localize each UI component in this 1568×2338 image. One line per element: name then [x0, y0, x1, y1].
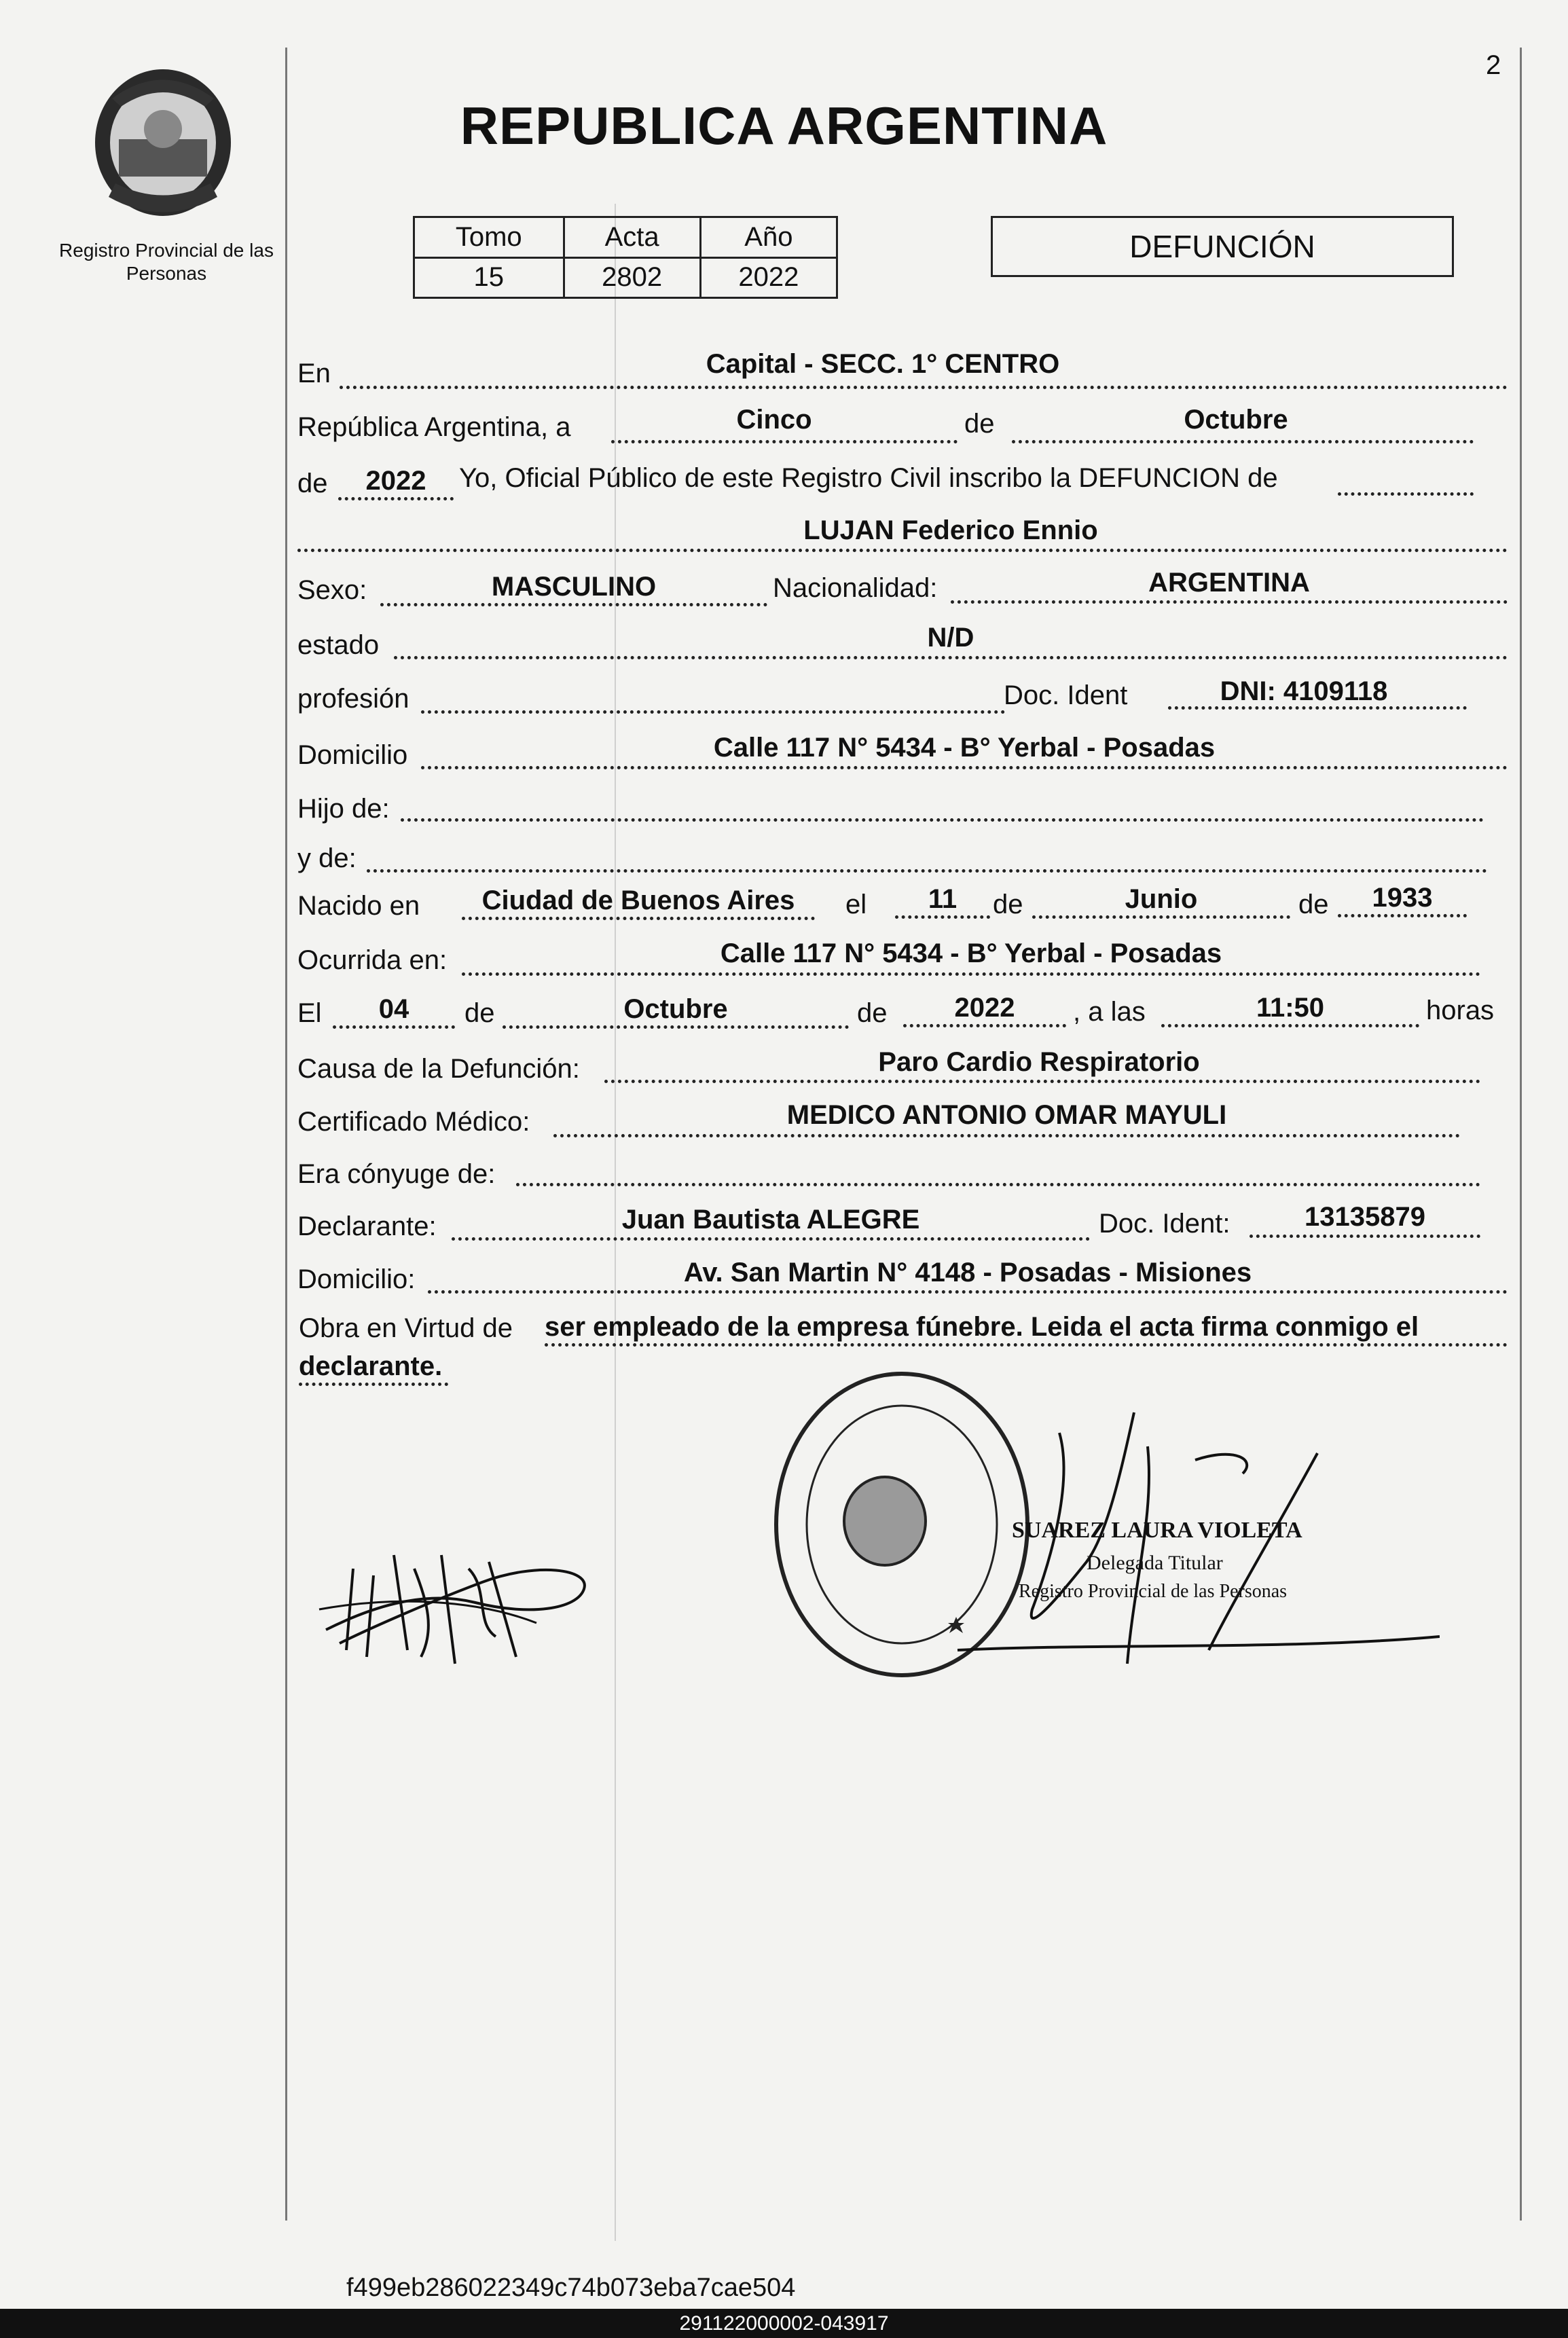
- causa-value: Paro Cardio Respiratorio: [878, 1047, 1200, 1077]
- fallec-mes-dots: [503, 1025, 849, 1029]
- conyuge-dots: [516, 1183, 1480, 1186]
- domicilio2-value: Av. San Martin N° 4148 - Posadas - Misiones: [683, 1258, 1252, 1287]
- obra-dots-1: [545, 1343, 1508, 1347]
- declarante-value: Juan Bautista ALEGRE: [621, 1205, 920, 1235]
- value-anio: 2022: [700, 257, 837, 298]
- profesion-label: profesión: [297, 684, 409, 714]
- right-margin-line: [1520, 48, 1522, 2221]
- el-label: el: [845, 890, 867, 919]
- fallec-hora: 11:50: [1256, 993, 1325, 1023]
- document-type-box: [991, 216, 1454, 277]
- conyuge-label: Era cónyuge de:: [297, 1159, 496, 1189]
- yde-dots: [367, 869, 1487, 873]
- fallec-anio: 2022: [954, 993, 1015, 1023]
- page-title: REPUBLICA ARGENTINA: [460, 96, 1108, 156]
- hijo-label: Hijo de:: [297, 794, 390, 824]
- declarante-dots: [452, 1237, 1090, 1241]
- registry-table: [413, 216, 838, 299]
- domicilio2-dots: [428, 1290, 1508, 1294]
- de-label-1: de: [964, 409, 995, 439]
- doc-ident-label: Doc. Ident: [1004, 680, 1128, 710]
- yde-label: y de:: [297, 843, 357, 873]
- oficial-dots: [1338, 492, 1474, 496]
- nacido-anio-dots: [1338, 914, 1467, 917]
- doc-ident-value: DNI: 4109118: [1220, 676, 1388, 706]
- dia-dots: [611, 440, 958, 443]
- logo-caption: Registro Provincial de las Personas: [59, 240, 274, 284]
- causa-label: Causa de la Defunción:: [297, 1054, 580, 1084]
- doc2-value: 13135879: [1305, 1202, 1425, 1232]
- de-label-2: de: [297, 469, 328, 498]
- obra-value-2: declarante.: [299, 1351, 443, 1381]
- en-value: Capital - SECC. 1° CENTRO: [706, 349, 1060, 379]
- doc2-dots: [1250, 1235, 1480, 1238]
- page-number: 2: [1486, 50, 1501, 80]
- fallec-hora-dots: [1161, 1024, 1419, 1027]
- sexo-dots: [380, 603, 767, 606]
- mes-value: Octubre: [1184, 405, 1288, 435]
- sexo-value: MASCULINO: [491, 572, 657, 602]
- obra-label: Obra en Virtud de: [299, 1313, 513, 1343]
- obra-dots-2: [299, 1383, 448, 1386]
- mes-dots: [1012, 440, 1474, 443]
- domicilio-dots: [421, 766, 1508, 769]
- official-role: Delegada Titular: [1087, 1552, 1223, 1574]
- header-tomo: Tomo: [414, 217, 564, 258]
- alas-label: , a las: [1073, 997, 1146, 1027]
- document-hash: f499eb286022349c74b073eba7cae504: [346, 2273, 796, 2302]
- value-tomo: 15: [414, 257, 564, 298]
- doc2-label: Doc. Ident:: [1099, 1209, 1230, 1239]
- certificado-value: MEDICO ANTONIO OMAR MAYULI: [786, 1100, 1227, 1130]
- fallec-mes: Octubre: [623, 994, 728, 1024]
- nacido-lugar-dots: [462, 917, 815, 920]
- nacionalidad-value: ARGENTINA: [1148, 568, 1310, 598]
- nacido-mes: Junio: [1125, 884, 1198, 914]
- nacionalidad-label: Nacionalidad:: [773, 573, 938, 603]
- ocurrida-label: Ocurrida en:: [297, 945, 448, 975]
- nacionalidad-dots: [951, 600, 1508, 604]
- fallec-dia-dots: [333, 1025, 455, 1029]
- el2-label: El: [297, 998, 322, 1028]
- fallecido-nombre: LUJAN Federico Ennio: [803, 515, 1098, 545]
- anio-value: 2022: [365, 466, 426, 496]
- profesion-dots: [421, 710, 1005, 714]
- de-label-3: de: [993, 890, 1023, 919]
- official-office: Registro Provincial de las Personas: [1019, 1581, 1288, 1602]
- en-dots: [340, 386, 1508, 389]
- estado-dots: [394, 656, 1508, 659]
- certificado-dots: [553, 1134, 1460, 1137]
- obra-value-1: ser empleado de la empresa fúnebre. Leida el acta firma conmigo el: [545, 1312, 1419, 1342]
- certificado-label: Certificado Médico:: [297, 1107, 530, 1137]
- header-acta: Acta: [564, 217, 700, 258]
- value-acta: 2802: [564, 257, 700, 298]
- nacido-label: Nacido en: [297, 891, 420, 921]
- nacido-dia-dots: [895, 915, 990, 919]
- estado-label: estado: [297, 630, 380, 660]
- nacido-dia: 11: [928, 884, 958, 914]
- hijo-dots: [401, 818, 1484, 822]
- domicilio-label: Domicilio: [297, 740, 408, 770]
- ocurrida-value: Calle 117 N° 5434 - B° Yerbal - Posadas: [720, 938, 1222, 968]
- official-name: SUAREZ LAURA VIOLETA: [1012, 1518, 1302, 1543]
- estado-value: N/D: [927, 623, 974, 653]
- document-type: DEFUNCIÓN: [1129, 229, 1315, 264]
- anio-dots: [338, 497, 454, 500]
- dia-value: Cinco: [736, 405, 812, 435]
- domicilio-value: Calle 117 N° 5434 - B° Yerbal - Posadas: [713, 733, 1216, 763]
- fallec-anio-dots: [903, 1024, 1066, 1027]
- footer-code: 291122000002-043917: [679, 2312, 889, 2335]
- causa-dots: [604, 1080, 1480, 1083]
- nacido-lugar: Ciudad de Buenos Aires: [481, 885, 795, 915]
- oficial-text: Yo, Oficial Público de este Registro Civil inscribo la DEFUNCION de: [459, 463, 1278, 493]
- left-margin-line: [285, 48, 287, 2221]
- header-anio: Año: [700, 217, 837, 258]
- nacido-mes-dots: [1032, 915, 1290, 919]
- declarante-signature: [312, 1528, 598, 1670]
- domicilio2-label: Domicilio:: [297, 1264, 416, 1294]
- declarante-label: Declarante:: [297, 1211, 437, 1241]
- doc-ident-dots: [1168, 706, 1467, 710]
- sexo-label: Sexo:: [297, 575, 367, 605]
- ocurrida-dots: [462, 972, 1480, 976]
- de-label-6: de: [857, 998, 888, 1028]
- nacido-anio: 1933: [1372, 883, 1433, 913]
- footer-bar: [0, 2309, 1568, 2338]
- en-label: En: [297, 359, 331, 388]
- de-label-5: de: [464, 998, 495, 1028]
- de-label-4: de: [1298, 890, 1329, 919]
- horas-label: horas: [1426, 996, 1495, 1025]
- nombre-dots: [297, 549, 1508, 552]
- republica-label: República Argentina, a: [297, 412, 571, 442]
- fallec-dia: 04: [378, 994, 409, 1024]
